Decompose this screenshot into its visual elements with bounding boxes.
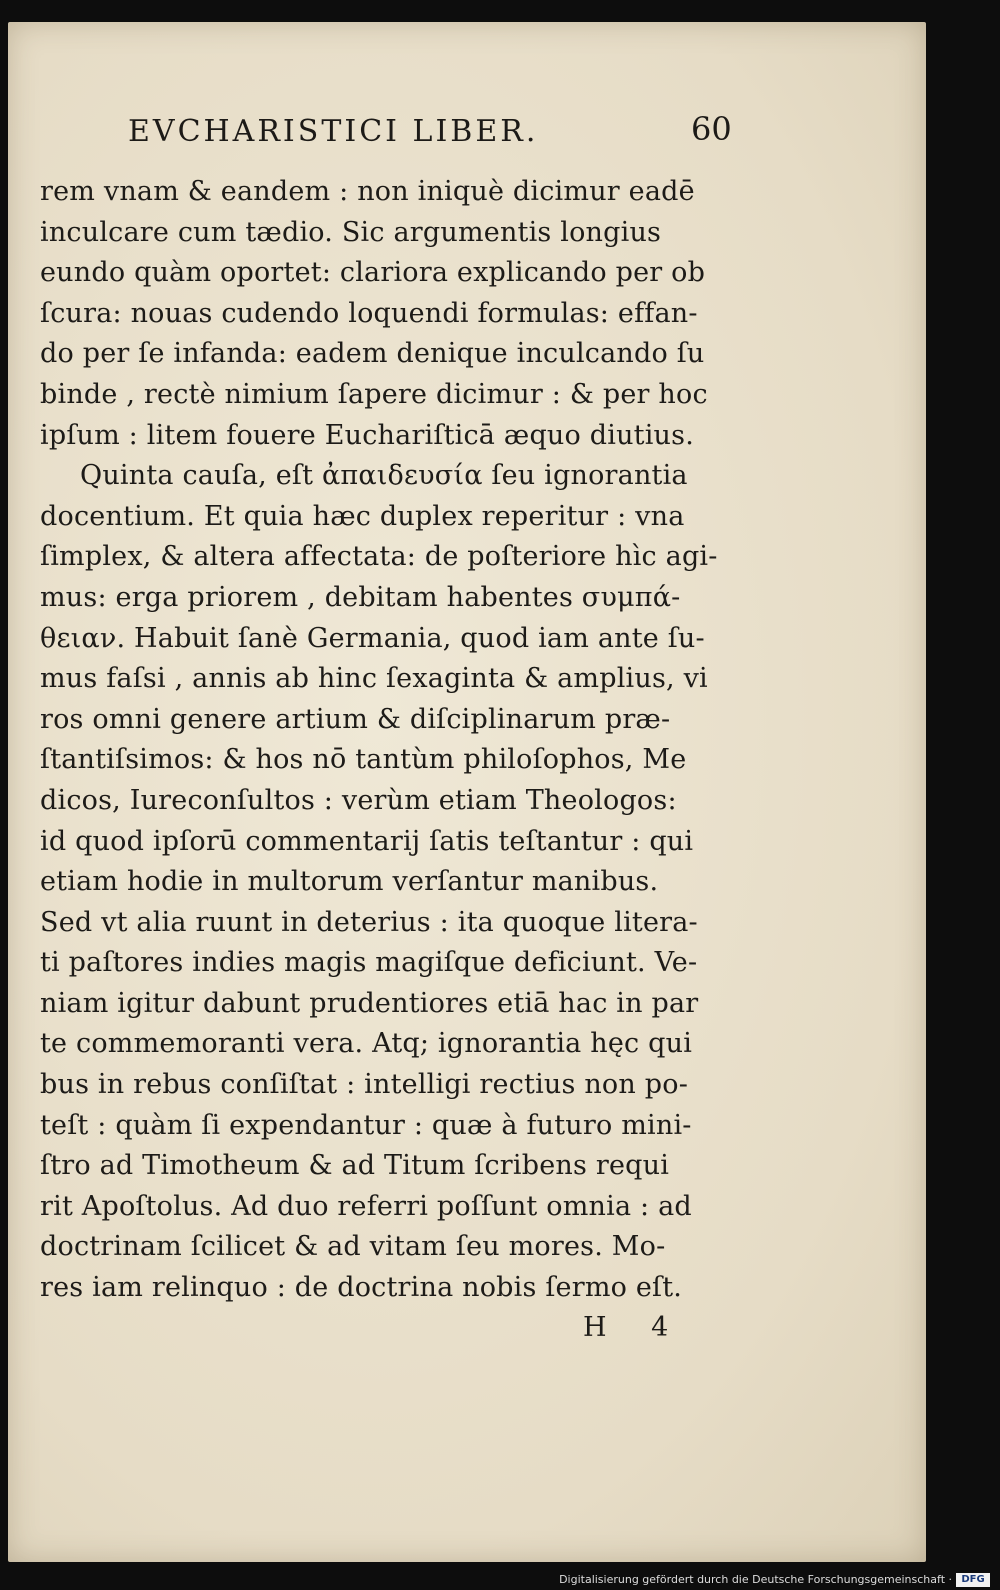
book-page	[8, 22, 926, 1562]
text-line: ros omni genere artium & diſciplinarum præ-	[40, 703, 671, 735]
page-number: 60	[691, 110, 732, 148]
text-line: bus in rebus conſiſtat : intelligi rectius non po-	[40, 1069, 689, 1101]
text-line: niam igitur dabunt prudentiores etiā hac in par	[40, 987, 699, 1019]
text-line: ipſum : litem fouere Euchariſticā æquo diutius.	[40, 419, 694, 451]
running-head: EVCHARISTICI LIBER.	[128, 114, 539, 149]
text-block	[40, 172, 740, 1309]
text-line: binde , rectè nimium ſapere dicimur : & per hoc	[40, 378, 708, 410]
text-line: do per ſe infanda: eadem denique inculcando ſu	[40, 338, 705, 370]
text-line: inculcare cum tædio. Sic argumentis longius	[40, 216, 662, 248]
text-line: doctrinam ſcilicet & ad vitam ſeu mores. Mo-	[40, 1231, 666, 1263]
paragraph-start-line: Quinta cauſa, eſt ἀπαιδευσία ſeu ignorantia	[80, 460, 688, 492]
text-line: ſtro ad Timotheum & ad Titum ſcribens requi	[40, 1150, 670, 1182]
dfg-logo-icon: DFG	[956, 1573, 990, 1587]
text-line: docentium. Et quia hæc duplex reperitur : vna	[40, 500, 685, 532]
text-line: id quod ipſorū commentarij ſatis teſtantur : qui	[40, 825, 694, 857]
digitization-credit: Digitalisierung gefördert durch die Deutsche Forschungsgemeinschaft ·	[559, 1573, 952, 1586]
text-line: etiam hodie in multorum verſantur manibus.	[40, 866, 659, 898]
text-line: Sed vt alia ruunt in deterius : ita quoque litera-	[40, 906, 698, 938]
text-line: teſt : quàm ſi expendantur : quæ à futuro mini-	[40, 1109, 692, 1141]
signature-mark: H 4	[583, 1312, 687, 1343]
text-line: ti paſtores indies magis magiſque deficiunt. Ve-	[40, 947, 698, 979]
text-line: rit Apoſtolus. Ad duo referri poſſunt omnia : ad	[40, 1190, 692, 1222]
text-line: ſtantiſsimos: & hos nō tantùm philoſophos, Me	[40, 744, 687, 776]
text-line: rem vnam & eandem : non iniquè dicimur eadē	[40, 176, 695, 207]
text-line: mus: erga priorem , debitam habentes συμπά-	[40, 581, 681, 613]
text-line: mus faſsi , annis ab hinc ſexaginta & amplius, vi	[40, 663, 708, 695]
text-line: eundo quàm oportet: clariora explicando per ob	[40, 257, 706, 289]
text-line: te commemoranti vera. Atq; ignorantia hęc qui	[40, 1028, 693, 1060]
text-line: res iam relinquo : de doctrina nobis ſermo eſt.	[40, 1272, 683, 1304]
text-line: dicos, Iureconſultos : verùm etiam Theologos:	[40, 784, 677, 816]
text-line: ſimplex, & altera affectata: de poſteriore hìc agi-	[40, 541, 718, 573]
text-line: ſcura: nouas cudendo loquendi formulas: effan-	[40, 297, 698, 329]
text-line: θειαν. Habuit ſanè Germania, quod iam ante ſu-	[40, 622, 705, 654]
